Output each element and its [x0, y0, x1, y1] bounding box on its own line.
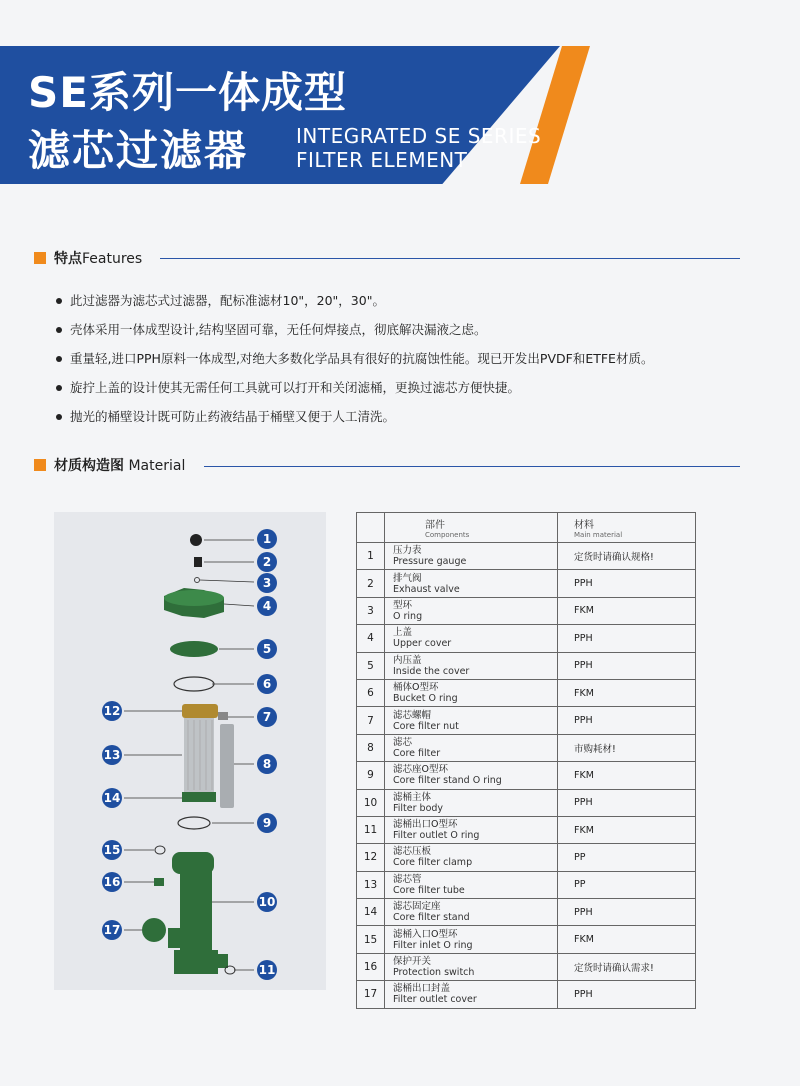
- row-component: [385, 679, 558, 706]
- row-component: [385, 570, 558, 597]
- col-components: 部件 Components: [385, 513, 558, 543]
- component-cn: 滤芯座O型环: [393, 764, 448, 776]
- row-number: 14: [357, 899, 385, 926]
- row-component: [385, 625, 558, 652]
- row-number: 1: [357, 543, 385, 570]
- component-cn: 滤芯螺帽: [393, 709, 432, 721]
- feature-item: 此过滤器为滤芯式过滤器，配标准滤材10"，20"，30"。: [56, 286, 756, 315]
- exploded-view-diagram: [54, 512, 326, 990]
- row-material: FKM: [558, 679, 696, 706]
- material-heading: [34, 455, 185, 475]
- component-cn: 滤桶入口O型环: [393, 928, 458, 940]
- component-en: Core filter nut: [393, 720, 459, 732]
- row-material: FKM: [558, 926, 696, 953]
- row-material: PP: [558, 844, 696, 871]
- title-cn-line2: 滤芯过滤器: [28, 126, 249, 175]
- table-row: [357, 570, 696, 597]
- component-en: Core filter clamp: [393, 857, 473, 869]
- callout-15: 15: [102, 840, 122, 860]
- component-cn: 桶体O型环: [393, 682, 439, 694]
- row-number: 10: [357, 789, 385, 816]
- callout-8: 8: [257, 754, 277, 774]
- row-material: PPH: [558, 652, 696, 679]
- material-heading-en: Material: [128, 458, 186, 474]
- component-cn: 滤桶主体: [393, 791, 432, 803]
- row-material: PPH: [558, 899, 696, 926]
- row-number: 13: [357, 871, 385, 898]
- component-en: Core filter stand: [393, 912, 470, 924]
- component-en: Filter outlet O ring: [393, 830, 480, 842]
- component-en: Upper cover: [393, 638, 452, 650]
- row-component: [385, 789, 558, 816]
- component-cn: 内压盖: [393, 654, 422, 666]
- component-cn: 压力表: [393, 545, 422, 557]
- row-material: PPH: [558, 707, 696, 734]
- parts-table-body: [357, 543, 696, 1009]
- feature-item: 壳体采用一体成型设计,结构坚固可靠，无任何焊接点，彻底解决漏液之虑。: [56, 315, 756, 344]
- callout-10: 10: [257, 892, 277, 912]
- callout-9: 9: [257, 813, 277, 833]
- row-component: [385, 543, 558, 570]
- table-row: [357, 871, 696, 898]
- table-row: [357, 981, 696, 1008]
- callout-3: 3: [257, 573, 277, 593]
- component-cn: 滤芯固定座: [393, 901, 441, 913]
- component-cn: 滤芯管: [393, 873, 422, 885]
- row-number: 9: [357, 762, 385, 789]
- callout-17: 17: [102, 920, 122, 940]
- row-number: 15: [357, 926, 385, 953]
- callout-11: 11: [257, 960, 277, 980]
- table-row: [357, 625, 696, 652]
- component-cn: 滤桶出口O型环: [393, 819, 458, 831]
- parts-table: [356, 512, 696, 1009]
- component-cn: 型环: [393, 599, 413, 611]
- component-cn: 排气阀: [393, 572, 422, 584]
- row-material: PPH: [558, 570, 696, 597]
- callout-4: 4: [257, 596, 277, 616]
- component-cn: 保护开关: [393, 956, 432, 968]
- row-component: [385, 871, 558, 898]
- component-cn: 滤芯压板: [393, 846, 432, 858]
- material-heading-cn: 材质构造图: [54, 458, 124, 474]
- row-component: [385, 953, 558, 980]
- row-material: PPH: [558, 625, 696, 652]
- row-number: 7: [357, 707, 385, 734]
- callout-2: 2: [257, 552, 277, 572]
- row-number: 8: [357, 734, 385, 761]
- row-material: FKM: [558, 597, 696, 624]
- component-cn: 上盖: [393, 627, 413, 639]
- component-en: O ring: [393, 610, 423, 622]
- component-cn: 滤芯: [393, 736, 413, 748]
- features-list: [56, 286, 756, 431]
- features-heading: [34, 248, 142, 268]
- component-en: Pressure gauge: [393, 556, 467, 568]
- row-material: 定货时请确认需求!: [558, 953, 696, 980]
- table-row: [357, 762, 696, 789]
- row-number: 16: [357, 953, 385, 980]
- row-component: [385, 844, 558, 871]
- table-header-row: [357, 513, 696, 543]
- row-material: PPH: [558, 981, 696, 1008]
- orange-square-icon: [34, 252, 46, 264]
- title-cn-line1: SE系列一体成型: [28, 68, 347, 117]
- callout-6: 6: [257, 674, 277, 694]
- row-number: 12: [357, 844, 385, 871]
- table-row: [357, 707, 696, 734]
- row-material: FKM: [558, 762, 696, 789]
- row-material: 市购耗材!: [558, 734, 696, 761]
- table-row: [357, 679, 696, 706]
- component-cn: 滤桶出口封盖: [393, 983, 451, 995]
- callout-12: 12: [102, 701, 122, 721]
- row-component: [385, 597, 558, 624]
- row-material: 定货时请确认规格!: [558, 543, 696, 570]
- title-en-line2: FILTER ELEMENT: [296, 148, 468, 172]
- col-material: 材料 Main material: [558, 513, 696, 543]
- feature-item: 抛光的桶壁设计既可防止药液结晶于桶壁又便于人工清洗。: [56, 402, 756, 431]
- row-number: 11: [357, 816, 385, 843]
- row-number: 2: [357, 570, 385, 597]
- table-row: [357, 899, 696, 926]
- component-en: Core filter: [393, 747, 441, 759]
- features-heading-cn: 特点: [54, 251, 82, 267]
- row-component: [385, 762, 558, 789]
- table-row: [357, 844, 696, 871]
- table-row: [357, 652, 696, 679]
- component-en: Filter outlet cover: [393, 994, 477, 1006]
- row-component: [385, 816, 558, 843]
- component-en: Exhaust valve: [393, 583, 460, 595]
- row-component: [385, 926, 558, 953]
- component-en: Core filter stand O ring: [393, 775, 502, 787]
- table-row: [357, 734, 696, 761]
- component-en: Filter inlet O ring: [393, 939, 473, 951]
- row-number: 3: [357, 597, 385, 624]
- feature-item: 旋拧上盖的设计使其无需任何工具就可以打开和关闭滤桶，更换过滤芯方便快捷。: [56, 373, 756, 402]
- row-component: [385, 899, 558, 926]
- component-en: Bucket O ring: [393, 693, 458, 705]
- row-component: [385, 707, 558, 734]
- section-divider: [160, 258, 740, 259]
- component-en: Filter body: [393, 802, 444, 814]
- row-material: PPH: [558, 789, 696, 816]
- orange-square-icon: [34, 459, 46, 471]
- component-en: Protection switch: [393, 967, 475, 979]
- callout-13: 13: [102, 745, 122, 765]
- callout-7: 7: [257, 707, 277, 727]
- feature-item: 重量轻,进口PPH原料一体成型,对绝大多数化学品具有很好的抗腐蚀性能。现已开发出PVDF和ETFE材质。: [56, 344, 756, 373]
- table-row: [357, 597, 696, 624]
- row-number: 5: [357, 652, 385, 679]
- component-en: Inside the cover: [393, 665, 470, 677]
- row-component: [385, 981, 558, 1008]
- table-row: [357, 816, 696, 843]
- section-divider: [204, 466, 740, 467]
- row-number: 4: [357, 625, 385, 652]
- row-component: [385, 652, 558, 679]
- row-material: PP: [558, 871, 696, 898]
- table-row: [357, 953, 696, 980]
- row-number: 17: [357, 981, 385, 1008]
- row-number: 6: [357, 679, 385, 706]
- title-en-line1: INTEGRATED SE SERIES: [296, 124, 542, 148]
- callout-16: 16: [102, 872, 122, 892]
- col-no: [357, 513, 385, 543]
- row-material: FKM: [558, 816, 696, 843]
- row-component: [385, 734, 558, 761]
- features-heading-en: Features: [82, 251, 143, 267]
- exploded-view-illustration: [54, 512, 326, 990]
- callout-14: 14: [102, 788, 122, 808]
- component-en: Core filter tube: [393, 884, 465, 896]
- table-row: [357, 789, 696, 816]
- callout-5: 5: [257, 639, 277, 659]
- table-row: [357, 926, 696, 953]
- callout-1: 1: [257, 529, 277, 549]
- table-row: [357, 543, 696, 570]
